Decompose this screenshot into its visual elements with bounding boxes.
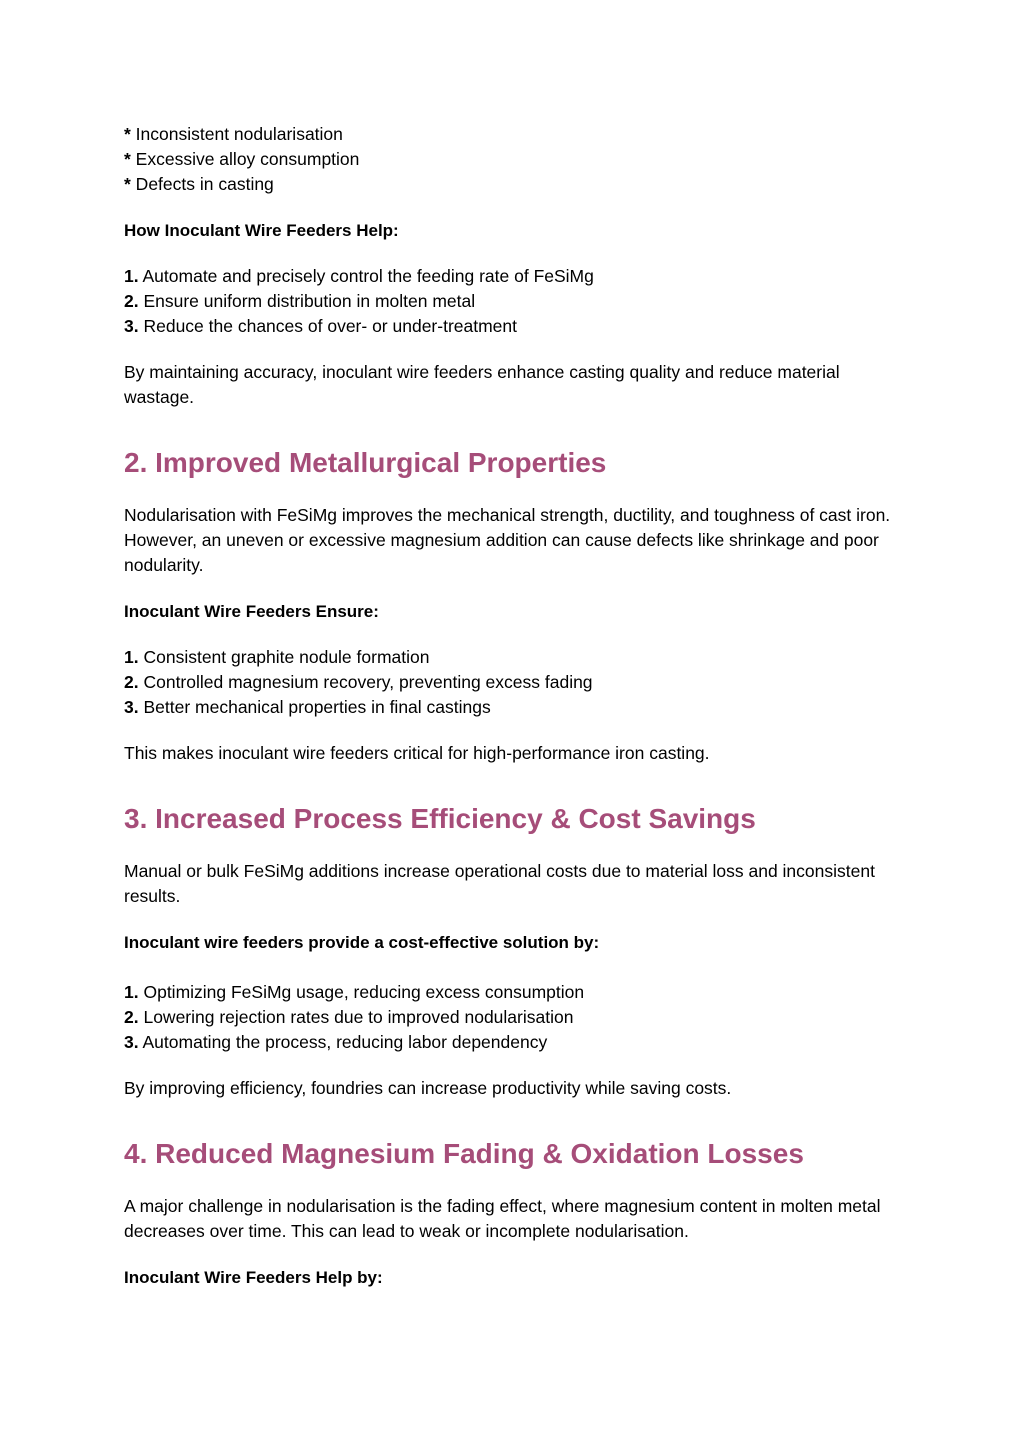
list-item: 1. Automate and precisely control the feeding rate of FeSiMg: [124, 266, 594, 286]
list-item: 2. Controlled magnesium recovery, preventing excess fading: [124, 672, 593, 692]
issues-list: [124, 122, 904, 197]
section-label: Inoculant Wire Feeders Ensure:: [124, 602, 379, 621]
ensure-list: [124, 645, 904, 720]
list-item: * Defects in casting: [124, 174, 274, 194]
section-paragraph: Nodularisation with FeSiMg improves the mechanical strength, ductility, and toughness of cast iron. However, an uneven or excessive magnesium addition can cause defects like shrinkage and poor nodularity.: [124, 505, 891, 575]
list-item: 3. Better mechanical properties in final castings: [124, 697, 491, 717]
section-heading: 3. Increased Process Efficiency & Cost Savings: [124, 803, 756, 834]
list-item: 3. Reduce the chances of over- or under-treatment: [124, 316, 518, 336]
list-item: 1. Consistent graphite nodule formation: [124, 647, 430, 667]
how-help-label: How Inoculant Wire Feeders Help:: [124, 221, 399, 240]
savings-list: [124, 980, 904, 1055]
list-item: 3. Automating the process, reducing labor dependency: [124, 1032, 548, 1052]
list-item: 2. Ensure uniform distribution in molten metal: [124, 291, 476, 311]
section-paragraph: A major challenge in nodularisation is the fading effect, where magnesium content in molten metal decreases over time. This can lead to weak or incomplete nodularisation.: [124, 1196, 881, 1241]
section-heading: 4. Reduced Magnesium Fading & Oxidation Losses: [124, 1138, 804, 1169]
section-heading: 2. Improved Metallurgical Properties: [124, 447, 607, 478]
list-item: 1. Optimizing FeSiMg usage, reducing excess consumption: [124, 982, 585, 1002]
intro-closing-paragraph: By maintaining accuracy, inoculant wire feeders enhance casting quality and reduce material wastage.: [124, 362, 840, 407]
section-label: Inoculant wire feeders provide a cost-effective solution by:: [124, 933, 600, 952]
list-item: * Inconsistent nodularisation: [124, 124, 343, 144]
list-item: 2. Lowering rejection rates due to improved nodularisation: [124, 1007, 574, 1027]
list-item: * Excessive alloy consumption: [124, 149, 360, 169]
help-list: [124, 264, 904, 339]
section-label: Inoculant Wire Feeders Help by:: [124, 1268, 383, 1287]
section-paragraph: Manual or bulk FeSiMg additions increase operational costs due to material loss and inconsistent results.: [124, 861, 875, 906]
document-page: [124, 122, 904, 1290]
section-closing-paragraph: This makes inoculant wire feeders critical for high-performance iron casting.: [124, 743, 710, 763]
section-closing-paragraph: By improving efficiency, foundries can increase productivity while saving costs.: [124, 1078, 732, 1098]
